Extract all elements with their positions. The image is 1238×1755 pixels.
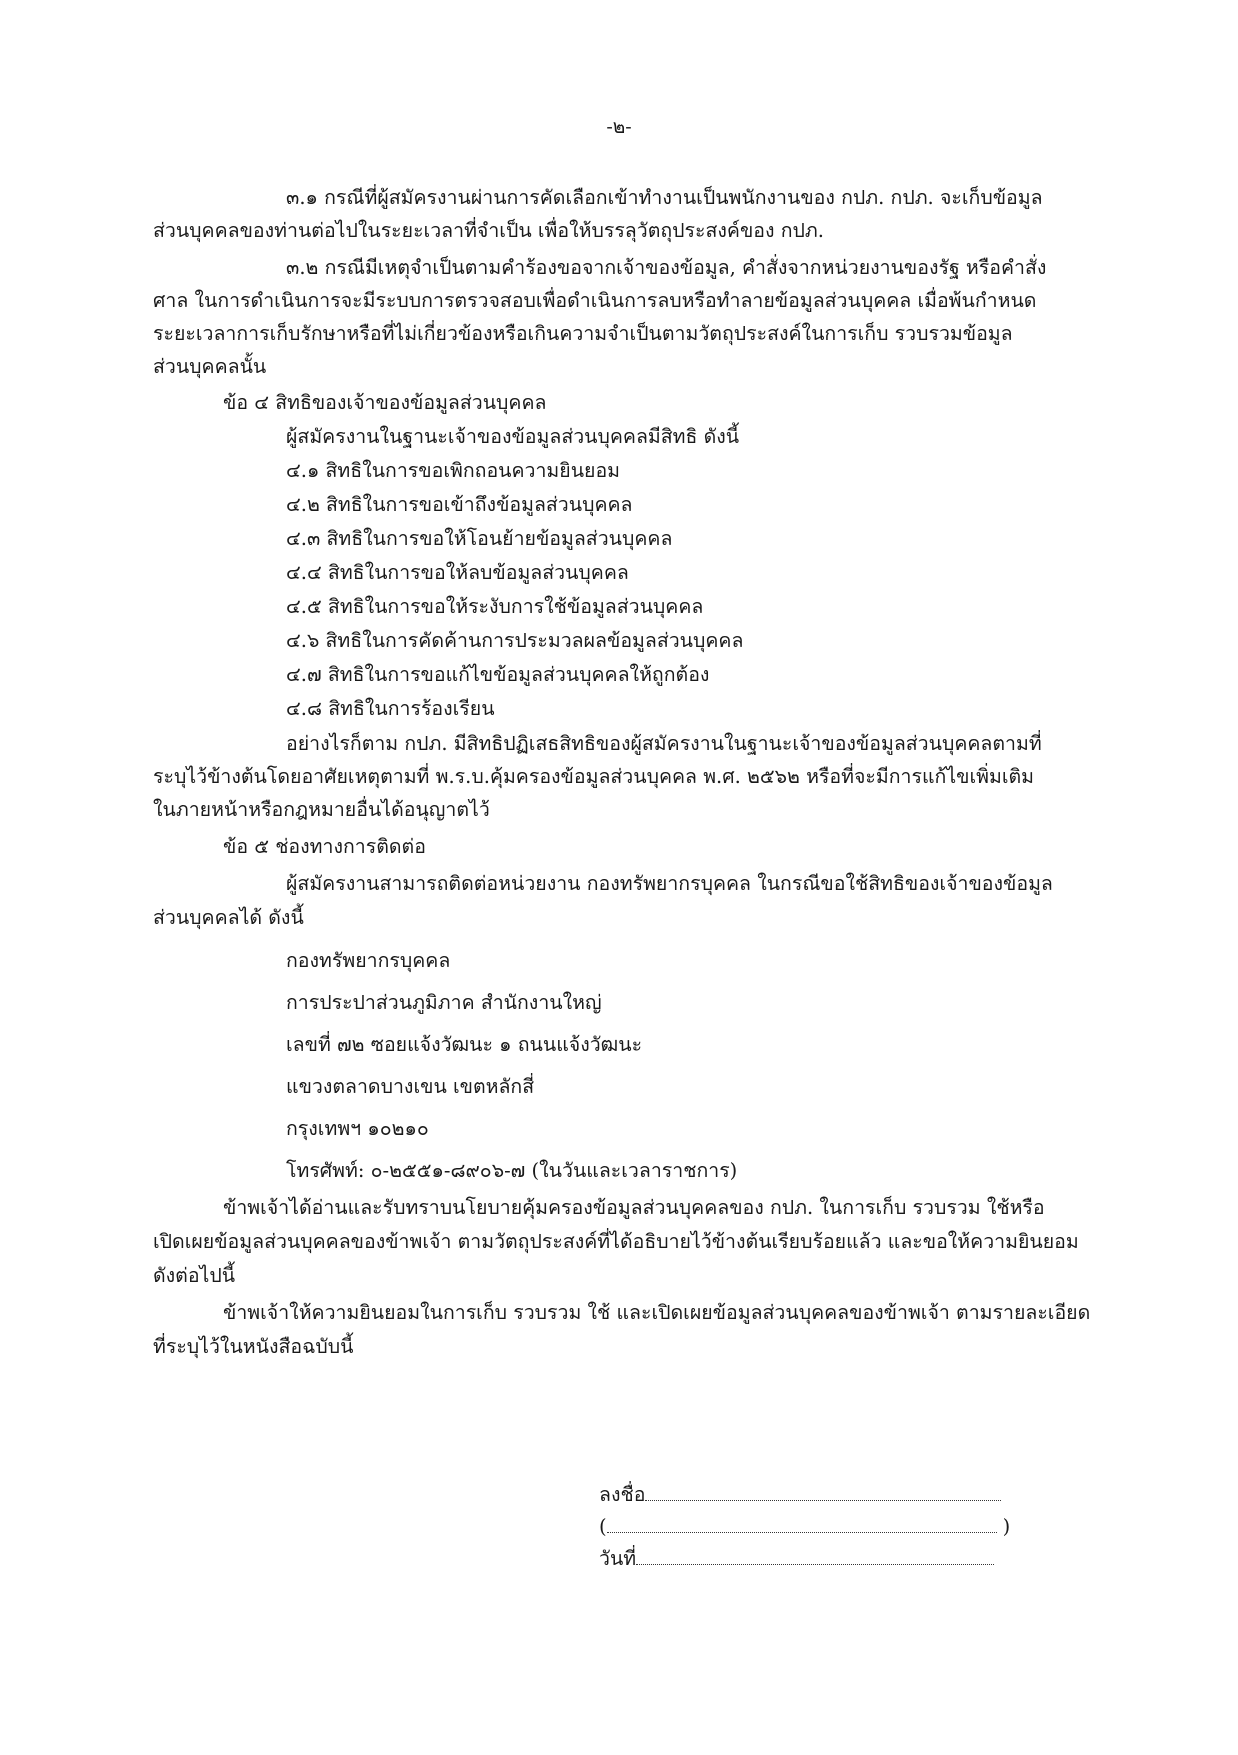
section-4-note-line: ในภายหน้าหรือกฎหมายอื่นได้อนุญาตไว้ [153, 798, 490, 821]
date-label: วันที่ [599, 1547, 637, 1570]
right-item: ๔.๑ สิทธิในการขอเพิกถอนความยินยอม [286, 459, 621, 482]
paragraph-3-2-line: ส่วนบุคคลนั้น [153, 355, 267, 378]
acknowledgement-line: ข้าพเจ้าได้อ่านและรับทราบนโยบายคุ้มครองข้อมูลส่วนบุคคลของ กปภ. ในการเก็บ รวบรวม ใช้หรือ [223, 1196, 1045, 1219]
address-line: เลขที่ ๗๒ ซอยแจ้งวัฒนะ ๑ ถนนแจ้งวัฒนะ [286, 1033, 643, 1056]
paragraph-3-1-line: ๓.๑ กรณีที่ผู้สมัครงานผ่านการคัดเลือกเข้าทำงานเป็นพนักงานของ กปภ. กปภ. จะเก็บข้อมูล [286, 186, 1043, 209]
address-line: กรุงเทพฯ ๑๐๒๑๐ [286, 1117, 429, 1140]
right-item: ๔.๗ สิทธิในการขอแก้ไขข้อมูลส่วนบุคคลให้ถูกต้อง [286, 663, 710, 686]
section-4-intro: ผู้สมัครงานในฐานะเจ้าของข้อมูลส่วนบุคคลมีสิทธิ ดังนี้ [286, 425, 740, 448]
right-item: ๔.๓ สิทธิในการขอให้โอนย้ายข้อมูลส่วนบุคคล [286, 527, 673, 550]
open-paren: ( [599, 1515, 607, 1538]
printed-name-line [599, 1511, 1010, 1543]
paragraph-3-2-line: ระยะเวลาการเก็บรักษาหรือที่ไม่เกี่ยวข้องหรือเกินความจำเป็นตามวัตถุประสงค์ในการเก็บ รวบรวมข้อมูล [153, 322, 1013, 345]
close-paren: ) [1002, 1515, 1011, 1538]
section-5-intro-line: ผู้สมัครงานสามารถติดต่อหน่วยงาน กองทรัพยากรบุคคล ในกรณีขอใช้สิทธิของเจ้าของข้อมูล [286, 872, 1053, 895]
acknowledgement-line: เปิดเผยข้อมูลส่วนบุคคลของข้าพเจ้า ตามวัตถุประสงค์ที่ได้อธิบายไว้ข้างต้นเรียบร้อยแล้ว และขอให้ความยินยอม [153, 1230, 1079, 1253]
date-dotted-field [636, 1544, 994, 1565]
right-item: ๔.๘ สิทธิในการร้องเรียน [286, 697, 495, 720]
section-4-note-line: ระบุไว้ข้างต้นโดยอาศัยเหตุตามที่ พ.ร.บ.คุ้มครองข้อมูลส่วนบุคคล พ.ศ. ๒๕๖๒ หรือที่จะมีการแก้ไขเพิ่มเติม [153, 765, 1035, 788]
signature-line [599, 1479, 1001, 1511]
address-line: การประปาส่วนภูมิภาค สำนักงานใหญ่ [286, 991, 602, 1014]
printed-name-dotted-field [607, 1512, 997, 1533]
signature-dotted-field [645, 1480, 1001, 1501]
acknowledgement-line: ดังต่อไปนี้ [153, 1264, 236, 1287]
section-4-heading: ข้อ ๔ สิทธิของเจ้าของข้อมูลส่วนบุคคล [223, 391, 547, 414]
consent-line: ข้าพเจ้าให้ความยินยอมในการเก็บ รวบรวม ใช้ และเปิดเผยข้อมูลส่วนบุคคลของข้าพเจ้า ตามรายละเอียด [223, 1301, 1091, 1324]
page-number: -๒- [606, 116, 632, 138]
paragraph-3-1-line: ส่วนบุคคลของท่านต่อไปในระยะเวลาที่จำเป็น เพื่อให้บรรลุวัตถุประสงค์ของ กปภ. [153, 219, 824, 242]
section-5-heading: ข้อ ๕ ช่องทางการติดต่อ [223, 835, 426, 858]
consent-line: ที่ระบุไว้ในหนังสือฉบับนี้ [153, 1335, 354, 1358]
right-item: ๔.๕ สิทธิในการขอให้ระงับการใช้ข้อมูลส่วนบุคคล [286, 595, 704, 618]
right-item: ๔.๔ สิทธิในการขอให้ลบข้อมูลส่วนบุคคล [286, 561, 629, 584]
section-5-intro-line: ส่วนบุคคลได้ ดังนี้ [153, 906, 304, 929]
section-4-note-line: อย่างไรก็ตาม กปภ. มีสิทธิปฏิเสธสิทธิของผู้สมัครงานในฐานะเจ้าของข้อมูลส่วนบุคคลตามที่ [286, 732, 1042, 755]
paragraph-3-2-line: ศาล ในการดำเนินการจะมีระบบการตรวจสอบเพื่อดำเนินการลบหรือทำลายข้อมูลส่วนบุคคล เมื่อพ้นกำหนด [153, 289, 1037, 312]
signature-label: ลงชื่อ [599, 1483, 646, 1506]
address-line: แขวงตลาดบางเขน เขตหลักสี่ [286, 1075, 535, 1098]
date-line [599, 1543, 994, 1575]
address-line: กองทรัพยากรบุคคล [286, 949, 451, 972]
paragraph-3-2-line: ๓.๒ กรณีมีเหตุจำเป็นตามคำร้องขอจากเจ้าของข้อมูล, คำสั่งจากหน่วยงานของรัฐ หรือคำสั่ง [286, 256, 1047, 279]
right-item: ๔.๖ สิทธิในการคัดค้านการประมวลผลข้อมูลส่วนบุคคล [286, 629, 744, 652]
right-item: ๔.๒ สิทธิในการขอเข้าถึงข้อมูลส่วนบุคคล [286, 493, 633, 516]
address-phone: โทรศัพท์: ๐-๒๕๕๑-๘๙๐๖-๗ (ในวันและเวลาราชการ) [286, 1159, 738, 1182]
